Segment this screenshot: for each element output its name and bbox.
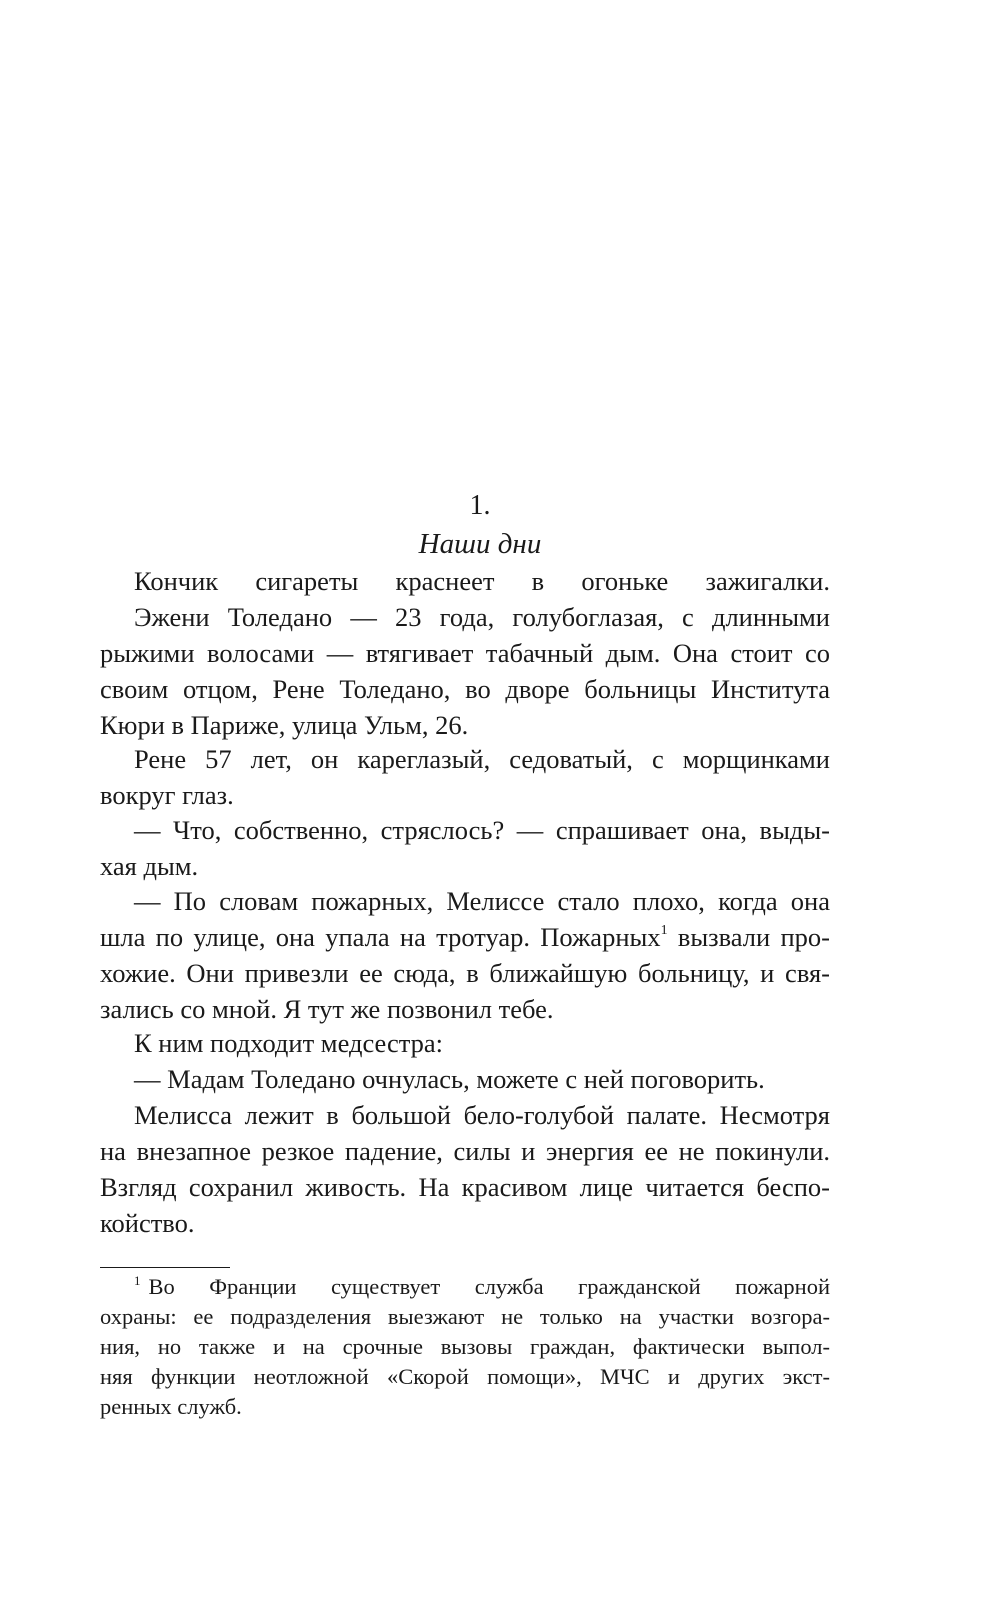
paragraph-line: Кончик сигареты краснеет в огоньке зажигалки. (134, 566, 830, 596)
footnote-reference[interactable]: 1 (660, 923, 668, 938)
paragraph-line: рыжими волосами — втягивает табачный дым. Она стоит со (100, 638, 830, 668)
paragraph-line: — По словам пожарных, Мелиссе стало плохо, когда она (134, 886, 830, 916)
paragraph-line: вокруг глаз. (100, 780, 234, 810)
footnote-line: ренных служб. (100, 1394, 242, 1419)
paragraph-line: Рене 57 лет, он кареглазый, седоватый, с морщинками (134, 744, 830, 774)
footnote-mark: 1 (134, 1273, 141, 1288)
paragraph-line: Кюри в Париже, улица Ульм, 26. (100, 710, 469, 740)
paragraph-line: своим отцом, Рене Толедано, во дворе больницы Института (100, 674, 830, 704)
paragraph-line: зались со мной. Я тут же позвонил тебе. (100, 994, 554, 1024)
footnote-line: няя функции неотложной «Скорой помощи», МЧС и других экст- (100, 1364, 830, 1389)
paragraph-line: К ним подходит медсестра: (134, 1028, 444, 1058)
chapter-number: 1. (469, 490, 491, 521)
footnote-separator (100, 1267, 230, 1268)
paragraph-line: койство. (100, 1208, 195, 1238)
footnote-line: ния, но также и на срочные вызовы граждан, фактически выпол- (100, 1334, 830, 1359)
paragraph-line: хая дым. (100, 851, 199, 881)
paragraph-line: — Мадам Толедано очнулась, можете с ней поговорить. (134, 1064, 765, 1094)
paragraph-line: Взгляд сохранил живость. На красивом лице читается беспо- (100, 1172, 830, 1202)
footnote-line: охраны: ее подразделения выезжают не только на участки возгора- (100, 1304, 830, 1329)
paragraph-line: — Что, собственно, стряслось? — спрашивает она, выды- (134, 815, 830, 845)
paragraph-line: на внезапное резкое падение, силы и энергия ее не покинули. (100, 1136, 830, 1166)
paragraph-line: Эжени Толедано — 23 года, голубоглазая, с длинными (134, 602, 830, 632)
paragraph-line: хожие. Они привезли ее сюда, в ближайшую больницу, и свя- (100, 958, 830, 988)
footnote-line-text: Во Франции существует служба гражданской пожарной (148, 1274, 830, 1299)
paragraph-line: Мелисса лежит в большой бело-голубой палате. Несмотря (134, 1100, 830, 1130)
line-text: вызвали про- (677, 922, 831, 952)
paragraph-line-with-footnote (100, 919, 830, 955)
chapter-title: Наши дни (418, 528, 542, 560)
line-text: шла по улице, она упала на тротуар. Пожарных (100, 922, 661, 952)
footnote-line (134, 1272, 830, 1302)
